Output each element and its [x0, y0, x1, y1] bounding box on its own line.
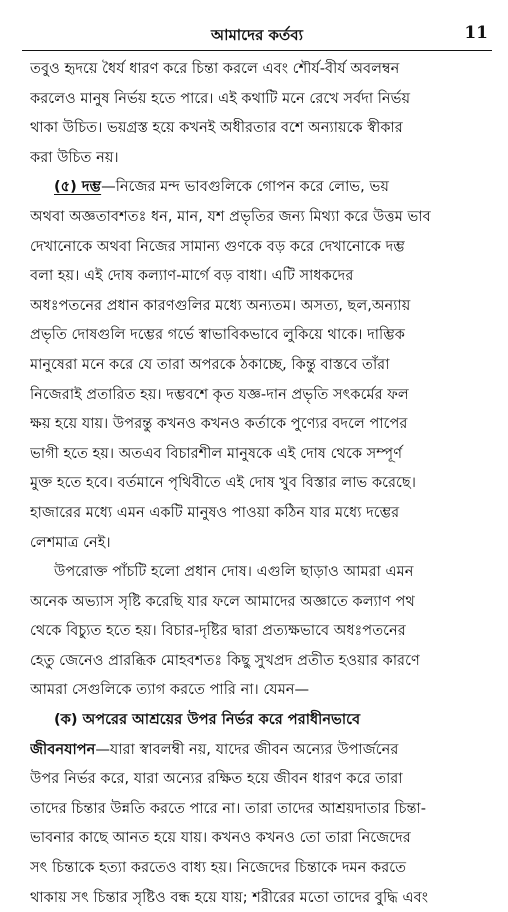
text-line [30, 498, 486, 528]
line-text: মুক্ত হতে হবে। বর্তমানে পৃথিবীতে এই দোষ খুব বিস্তার লাভ করেছে। [30, 474, 416, 492]
line-text: লেশমাত্র নেই। [30, 533, 111, 551]
text-line [30, 261, 486, 291]
line-text: উপর নির্ভর করে, যারা অন্যের রক্ষিত হয়ে জীবন ধারণ করে তারা [30, 770, 403, 788]
body-text [30, 54, 486, 912]
line-text: থাকায় সৎ চিন্তার সৃষ্টিও বন্ধ হয়ে যায়; শরীরের মতো তাদের বুদ্ধি এবং [30, 888, 428, 906]
chapter-title: আমাদের কর্তব্য [210, 26, 303, 44]
line-text: —যারা স্বাবলম্বী নয়, যাদের জীবন অন্যের উপার্জনের [95, 740, 399, 758]
text-line [30, 320, 486, 350]
text-line [30, 350, 486, 380]
line-text: ভাবনার কাছে আনত হয়ে যায়। কখনও কখনও তো তারা নিজেদের [30, 829, 411, 847]
text-line [30, 232, 486, 262]
text-line [30, 823, 486, 853]
line-text: আমরা সেগুলিকে ত্যাগ করতে পারি না। যেমন— [30, 681, 310, 699]
bold-heading: জীবনযাপন [30, 740, 96, 758]
running-header [22, 22, 492, 51]
line-text: দেখানোকে অথবা নিজের সামান্য গুণকে বড় করে দেখানোকে দম্ভ [30, 237, 405, 255]
line-text: প্রভৃতি দোষগুলি দম্ভের গর্ভে স্বাভাবিকভাবে লুকিয়ে থাকে। দাম্ভিক [30, 326, 405, 344]
text-line [30, 675, 486, 705]
text-line [30, 705, 486, 735]
text-line [30, 794, 486, 824]
text-line [30, 528, 486, 558]
line-text: ক্ষয় হয়ে যায়। উপরন্তু কখনও কখনও কর্তাকে পুণ্যের বদলে পাপের [30, 415, 408, 433]
page-number: 11 [464, 23, 488, 43]
text-line [30, 113, 486, 143]
line-text: করা উচিত নয়। [30, 148, 119, 166]
text-line [30, 143, 486, 173]
text-line [30, 557, 486, 587]
text-line [30, 84, 486, 114]
line-text: করলেও মানুষ নির্ভয় হতে পারে। এই কথাটি মনে রেখে সর্বদা নির্ভয় [30, 89, 411, 107]
bold-heading: (ক) অপরের আশ্রয়ের উপর নির্ভর করে পরাধীনভাবে [54, 711, 361, 729]
text-line [30, 54, 486, 84]
line-text: হেতু জেনেও প্রারব্ধিক মোহবশতঃ কিছু সুখপ্রদ প্রতীত হওয়ার কারণে [30, 651, 420, 669]
line-text: উপরোক্ত পাঁচটি হলো প্রধান দোষ। এগুলি ছাড়াও আমরা এমন [54, 563, 414, 581]
text-line [30, 291, 486, 321]
text-line [30, 439, 486, 469]
text-line [30, 172, 486, 202]
text-line [30, 409, 486, 439]
text-line [30, 380, 486, 410]
line-text: অধঃপতনের প্রধান কারণগুলির মধ্যে অন্যতম। অসত্য, ছল,অন্যায় [30, 296, 411, 314]
line-text: মানুষেরা মনে করে যে তারা অপরকে ঠকাচ্ছে, কিন্তু বাস্তবে তাঁরা [30, 355, 390, 373]
text-line [30, 646, 486, 676]
text-line [30, 853, 486, 883]
text-line [30, 468, 486, 498]
line-text: অনেক অভ্যাস সৃষ্টি করেছি যার ফলে আমাদের অজ্ঞাতে কল্যাণ পথ [30, 592, 415, 610]
line-text: তবুও হৃদয়ে ধৈর্য ধারণ করে চিন্তা করলে এবং শৌর্য-বীর্য অবলম্বন [30, 60, 400, 77]
text-line [30, 616, 486, 646]
text-line [30, 587, 486, 617]
text-line [30, 735, 486, 765]
bold-heading: (৫) দম্ভ [54, 178, 102, 196]
line-text: অথবা অজ্ঞতাবশতঃ ধন, মান, যশ প্রভৃতির জন্য মিথ্যা করে উত্তম ভাব [30, 207, 431, 225]
text-line [30, 764, 486, 794]
line-text: নিজেরাই প্রতারিত হয়। দম্ভবশে কৃত যজ্ঞ-দান প্রভৃতি সৎকর্মের ফল [30, 385, 409, 403]
text-line [30, 883, 486, 912]
line-text: হাজারের মধ্যে এমন একটি মানুষও পাওয়া কঠিন যার মধ্যে দম্ভের [30, 503, 400, 521]
line-text: থেকে বিচ্যুত হতে হয়। বিচার-দৃষ্টির দ্বারা প্রত্যক্ষভাবে অধঃপতনের [30, 622, 406, 640]
line-text: বলা হয়। এই দোষ কল্যাণ-মার্গে বড় বাধা। এটি সাধকদের [30, 267, 354, 285]
line-text: ভাগী হতে হয়। অতএব বিচারশীল মানুষকে এই দোষ থেকে সম্পূর্ণ [30, 444, 403, 462]
line-text: —নিজের মন্দ ভাবগুলিকে গোপন করে লোভ, ভয় [101, 178, 389, 196]
text-line [30, 202, 486, 232]
line-text: সৎ চিন্তাকে হত্যা করতেও বাধ্য হয়। নিজেদের চিন্তাকে দমন করতে [30, 859, 407, 877]
line-text: তাদের চিন্তার উন্নতি করতে পারে না। তারা তাদের আশ্রয়দাতার চিন্তা- [30, 799, 427, 817]
line-text: থাকা উচিত। ভয়গ্রস্ত হয়ে কখনই অধীরতার বশে অন্যায়কে স্বীকার [30, 119, 403, 137]
